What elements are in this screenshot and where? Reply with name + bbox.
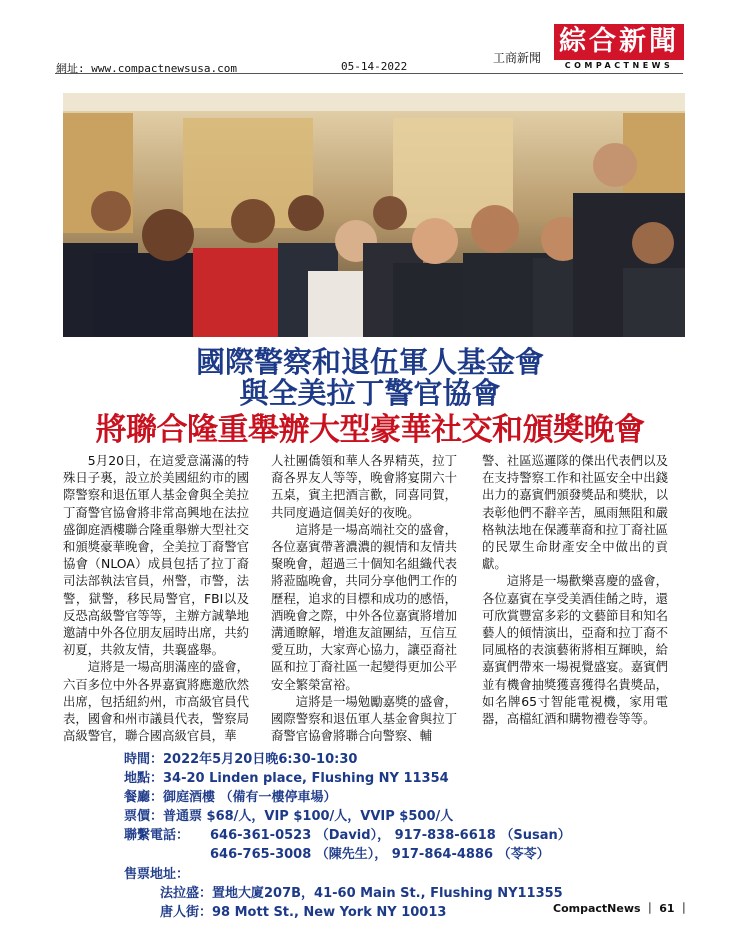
- event-restaurant: 餐廳：御庭酒樓 （備有一樓停車場）: [124, 790, 337, 805]
- article-column-2: [271, 452, 457, 744]
- event-phone-line-1: 646-361-0523 （David）， 917-838-6618 （Susan）: [210, 828, 571, 843]
- newspaper-logo-subtitle: COMPACTNEWS: [564, 61, 674, 70]
- headline-line-1: 國際警察和退伍軍人基金會: [195, 345, 544, 379]
- section-label: 工商新聞: [493, 51, 542, 65]
- headline-line-2: 與全美拉丁警官協會: [239, 376, 501, 410]
- article-paragraph: 警、社區巡邏隊的傑出代表們以及在支持警察工作和社區安全中出錢出力的嘉賓們頒發獎品和獎狀，以表彰他們不辭辛苦，風雨無阻和嚴格執法地在保護華裔和拉丁裔社區的民眾生命財產安全中做出的貢獻。: [482, 453, 668, 572]
- event-phone-line-2: 646-765-3008 （陳先生）， 917-864-4886 （苓苓）: [210, 847, 550, 862]
- website-url: 網址: www.compactnewsusa.com: [56, 62, 237, 75]
- article-paragraph: 人社團僑領和華人各界精英，拉丁裔各界友人等等，晚會將宴開六十五桌，賓主把酒言歡，同喜同賀，共同度過這個美好的夜晚。: [271, 453, 457, 520]
- event-location: 地點：34-20 Linden place, Flushing NY 11354: [124, 771, 449, 786]
- sales-address-chinatown: 唐人街：98 Mott St., New York NY 10013: [160, 905, 447, 920]
- sales-address-flushing: 法拉盛：置地大廈207B，41-60 Main St., Flushing NY11355: [160, 886, 563, 901]
- group-photo-illustration: [63, 93, 685, 337]
- page-footer: CompactNews ｜ 61 ｜: [553, 902, 690, 915]
- article-paragraph: 這將是一場高朋滿座的盛會，六百多位中外各界嘉賓將應邀欣然出席，包括紐約州，市高級官員代表，國會和州市議員代表，警察局高級警官，聯合國高級官員，華: [63, 659, 249, 744]
- event-time: 時間：2022年5月20日晚6:30-10:30: [124, 752, 358, 767]
- article-paragraph: 這將是一場歡樂喜慶的盛會，各位嘉賓在享受美酒佳餚之時，還可欣賞豐富多彩的文藝節目和知名藝人的傾情演出，亞裔和拉丁裔不同風格的表演藝術將相互輝映，給嘉賓們帶來一場視覺盛宴。嘉賓們並有機會抽獎獲喜獲得名貴獎品，如名牌65寸智能電視機，家用電器，高檔紅酒和購物禮卷等等。: [482, 573, 668, 727]
- article-paragraph: 5月20日，在這愛意滿滿的特殊日子裏，設立於美國紐約市的國際警察和退伍軍人基金會與全美拉丁裔警官協會將非常高興地在法拉盛御庭酒樓聯合隆重舉辦大型社交和頒獎豪華晚會，全美拉丁裔警官協會（NLOA）成員包括了拉丁裔司法部執法官員，州警，市警，法警，獄警，移民局警官，FBI以及反恐高級警官等等，主辦方誠摯地邀請中外各位朋友屆時出席，共約初夏，共敘友情，共襄盛舉。: [63, 453, 249, 658]
- group-photo: [63, 93, 685, 337]
- newspaper-logo: 綜合新聞: [554, 24, 684, 60]
- sales-address-label: 售票地址：: [124, 867, 190, 882]
- headline-line-3: 將聯合隆重舉辦大型豪華社交和頒獎晚會: [95, 412, 645, 448]
- event-phone-label: 聯繫電話：: [124, 828, 190, 843]
- issue-date: 05-14-2022: [341, 60, 408, 73]
- article-paragraph: 這將是一場高端社交的盛會，各位嘉賓帶著濃濃的親情和友情共聚晚會，超過三十個知名組織代表將蒞臨晚會，共同分享他們工作的歷程，追求的目標和成功的感悟，酒晚會之際，中外各位嘉賓將增加溝通瞭解，增進友誼團結，互信互愛互助，大家齊心協力，讓亞裔社區和拉丁裔社區一起變得更加公平安全繁榮富裕。: [271, 521, 457, 692]
- article-paragraph: 這將是一場勉勵嘉獎的盛會，國際警察和退伍軍人基金會與拉丁裔警官協會將聯合向警察、輔: [271, 693, 457, 744]
- article-column-1: [63, 452, 249, 744]
- event-tickets: 票價：普通票 $68/人，VIP $100/人，VVIP $500/人: [124, 809, 454, 824]
- header-divider: [55, 73, 683, 74]
- article-column-3: [482, 452, 668, 727]
